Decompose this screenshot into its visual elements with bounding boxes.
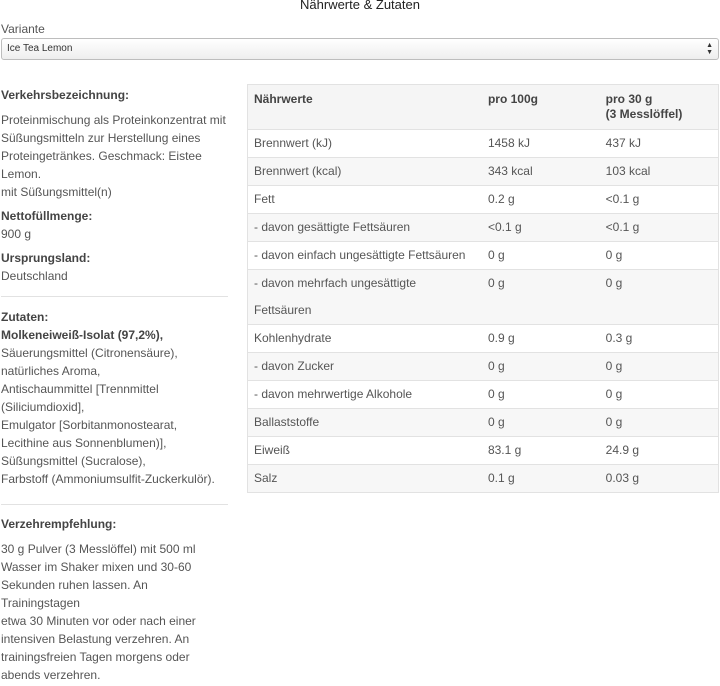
variant-label: Variante <box>1 22 45 36</box>
text-line: Lecithine aus Sonnenblumen)], <box>1 436 167 450</box>
nettofuellmenge-value: 900 g <box>1 227 32 241</box>
nutrient-name-cell: - davon mehrwertige Alkohole <box>248 381 482 409</box>
table-row <box>248 270 719 325</box>
per-30g-cell: <0.1 g <box>600 186 719 214</box>
variant-select[interactable] <box>1 38 719 60</box>
per-100g-cell: 0 g <box>482 381 600 409</box>
nutrition-table <box>247 84 719 493</box>
table-row <box>248 186 719 214</box>
text-line: Antischaummittel [Trennmittel <box>1 382 159 396</box>
table-row <box>248 353 719 381</box>
nutrient-name-cell: - davon einfach ungesättigte Fettsäuren <box>248 242 482 270</box>
table-row <box>248 437 719 465</box>
nutrient-name-cell: Brennwert (kcal) <box>248 158 482 186</box>
table-row <box>248 242 719 270</box>
text-line: 30 g Pulver (3 Messlöffel) mit 500 ml <box>1 542 196 556</box>
text-line: mit Süßungsmittel(n) <box>1 185 112 199</box>
table-row <box>248 214 719 242</box>
ursprungsland-value: Deutschland <box>1 269 68 283</box>
table-header-row <box>248 85 719 130</box>
per-100g-cell: 0 g <box>482 270 600 325</box>
text-line: Süßungsmitteln zur Herstellung eines <box>1 131 201 145</box>
nutrient-name-cell: Eiweiß <box>248 437 482 465</box>
per-30g-cell: 0 g <box>600 270 719 325</box>
text-line: Säuerungsmittel (Citronensäure), <box>1 346 178 360</box>
column-header-pro-30g <box>600 85 719 130</box>
text-line: (Siliciumdioxid], <box>1 400 85 414</box>
text-line: natürliches Aroma, <box>1 364 101 378</box>
ursprungsland-heading: Ursprungsland: <box>1 251 91 265</box>
per-30g-cell: <0.1 g <box>600 214 719 242</box>
text-line: Proteinmischung als Proteinkonzentrat mit <box>1 113 226 127</box>
nutrient-name-cell: - davon mehrfach ungesättigte Fettsäuren <box>248 270 482 325</box>
select-updown-icon: ▲ ▼ <box>706 42 713 56</box>
zutaten-heading: Zutaten: <box>1 310 49 324</box>
per-100g-cell: 1458 kJ <box>482 130 600 158</box>
per-30g-cell: 437 kJ <box>600 130 719 158</box>
table-row <box>248 158 719 186</box>
per-100g-cell: 0 g <box>482 409 600 437</box>
per-30g-cell: 24.9 g <box>600 437 719 465</box>
text-line: Sekunden ruhen lassen. An Trainingstagen <box>1 578 148 610</box>
per-100g-cell: 0.9 g <box>482 325 600 353</box>
per-100g-cell: <0.1 g <box>482 214 600 242</box>
per-100g-cell: 0 g <box>482 353 600 381</box>
column-header-pro-30g-line2: (3 Messlöffel) <box>605 107 683 121</box>
per-100g-cell: 0.2 g <box>482 186 600 214</box>
text-line: intensiven Belastung verzehren. An <box>1 632 190 646</box>
nutrient-name-cell: Ballaststoffe <box>248 409 482 437</box>
per-30g-cell: 0 g <box>600 353 719 381</box>
nutrient-name-cell: Brennwert (kJ) <box>248 130 482 158</box>
per-100g-cell: 0 g <box>482 242 600 270</box>
verzehrempfehlung-text <box>1 540 228 684</box>
per-100g-cell: 83.1 g <box>482 437 600 465</box>
text-line: Farbstoff (Ammoniumsulfit-Zuckerkulör). <box>1 472 215 486</box>
text-line: Proteingetränkes. Geschmack: Eistee <box>1 149 202 163</box>
table-row <box>248 325 719 353</box>
column-header-naehrwerte: Nährwerte <box>248 85 482 130</box>
variant-selected-value: Ice Tea Lemon <box>7 43 73 54</box>
nutrient-name-cell: - davon gesättigte Fettsäuren <box>248 214 482 242</box>
per-30g-cell: 0.03 g <box>600 465 719 493</box>
text-line: Lemon. <box>1 167 42 181</box>
text-line: Wasser im Shaker mixen und 30-60 <box>1 560 192 574</box>
nettofuellmenge-heading: Nettofüllmenge: <box>1 209 93 223</box>
zutaten-main-ingredient: Molkeneiweiß-Isolat (97,2%), <box>1 328 164 342</box>
table-row <box>248 381 719 409</box>
nutrient-name-cell: Salz <box>248 465 482 493</box>
column-header-pro-100g: pro 100g <box>482 85 600 130</box>
page-title: Nährwerte & Zutaten <box>300 0 420 12</box>
text-line: etwa 30 Minuten vor oder nach einer <box>1 614 196 628</box>
per-30g-cell: 0 g <box>600 409 719 437</box>
zutaten-text <box>1 344 228 488</box>
text-line: Süßungsmittel (Sucralose), <box>1 454 146 468</box>
product-info <box>1 86 228 686</box>
per-30g-cell: 0.3 g <box>600 325 719 353</box>
verkehrsbezeichnung-text <box>1 111 228 201</box>
per-100g-cell: 0.1 g <box>482 465 600 493</box>
verkehrsbezeichnung-heading: Verkehrsbezeichnung: <box>1 88 130 102</box>
table-row <box>248 130 719 158</box>
nutrient-name-cell: Kohlenhydrate <box>248 325 482 353</box>
table-row <box>248 409 719 437</box>
column-header-pro-30g-line1: pro 30 g <box>605 92 653 106</box>
text-line: Emulgator [Sorbitanmonostearat, <box>1 418 178 432</box>
nutrient-name-cell: - davon Zucker <box>248 353 482 381</box>
per-30g-cell: 0 g <box>600 242 719 270</box>
per-30g-cell: 0 g <box>600 381 719 409</box>
table-row <box>248 465 719 493</box>
text-line: trainingsfreien Tagen morgens oder <box>1 650 190 664</box>
per-30g-cell: 103 kcal <box>600 158 719 186</box>
per-100g-cell: 343 kcal <box>482 158 600 186</box>
nutrient-name-cell: Fett <box>248 186 482 214</box>
text-line: abends verzehren. <box>1 668 101 682</box>
verzehrempfehlung-heading: Verzehrempfehlung: <box>1 517 117 531</box>
